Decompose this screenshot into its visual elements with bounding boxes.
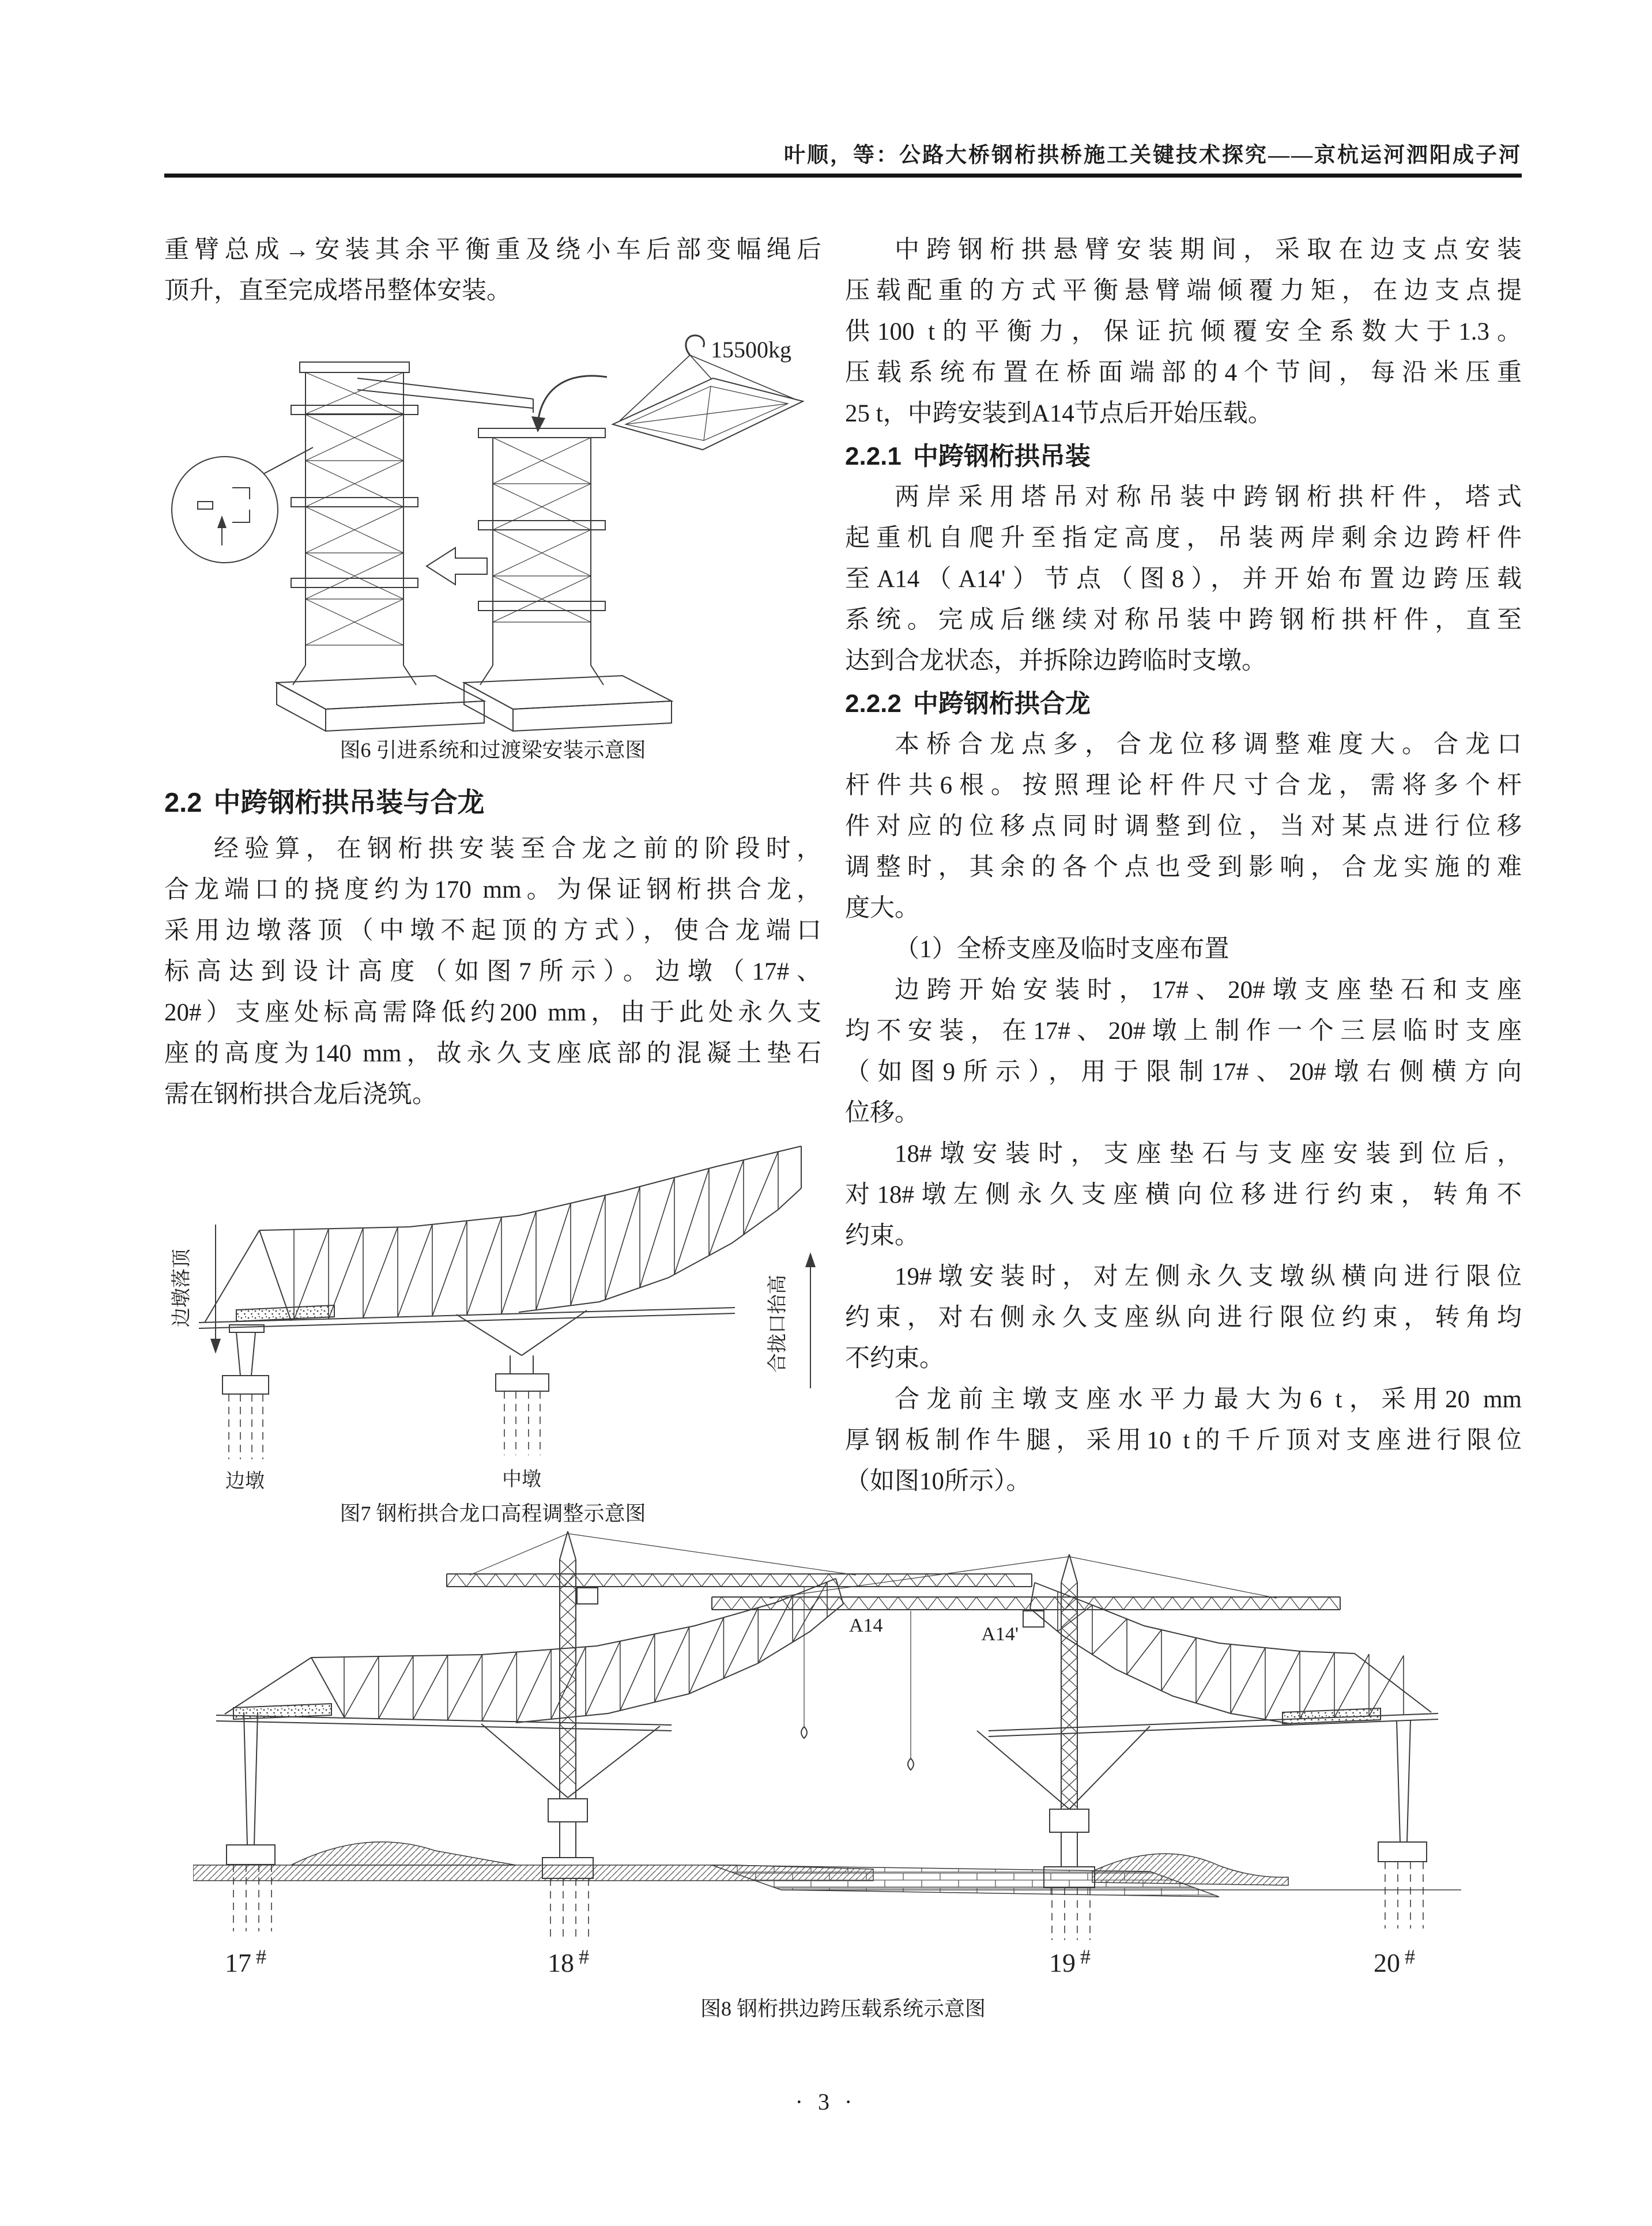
text-line: 不约束。	[845, 1345, 944, 1372]
figure-6-drawing	[164, 319, 821, 732]
text-line: 压载系统布置在桥面端部的4个节间，每沿米压重	[845, 359, 1522, 386]
text-line: 系统。完成后继续对称吊装中跨钢桁拱杆件，直至	[845, 607, 1522, 634]
text-line: 对18#墩左侧永久支座横向位移进行约束，转角不	[845, 1181, 1522, 1208]
paragraph	[845, 970, 1522, 1133]
figure-6-caption: 图6 引进系统和过渡梁安装示意图	[340, 739, 646, 762]
paragraph	[164, 828, 821, 1115]
paragraph	[845, 1133, 1522, 1256]
text-line: （1）全桥支座及临时支座布置	[895, 936, 1229, 963]
text-line: 座的高度为140 mm，故永久支座底部的混凝土垫石	[164, 1040, 821, 1067]
label-closure-raise: 合拢口抬高	[767, 1275, 789, 1373]
paragraph	[845, 724, 1522, 929]
text-line: 约束。	[845, 1222, 919, 1249]
header-rule	[164, 174, 1522, 178]
text-line: 压载配重的方式平衡悬臂端倾覆力矩，在边支点提	[845, 277, 1522, 304]
paragraph	[845, 1256, 1522, 1379]
text-line: 20#）支座处标高需降低约200 mm，由于此处永久支	[164, 999, 821, 1026]
text-line: 度大。	[845, 895, 919, 922]
figure-7-drawing	[150, 1122, 833, 1500]
text-line: 合龙端口的挠度约为170 mm。为保证钢桁拱合龙，	[164, 876, 821, 903]
label-side-pier-drop: 边墩落顶	[171, 1249, 193, 1327]
figure-8	[193, 1528, 1461, 1983]
weight-label: 15500kg	[711, 337, 791, 363]
section-heading-2-2-1	[845, 440, 1522, 473]
text-line: 25 t，中跨安装到A14节点后开始压载。	[845, 400, 1273, 427]
section-title: 中跨钢桁拱合龙	[912, 690, 1091, 718]
label-side-pier: 边墩	[225, 1471, 265, 1492]
figure-7-caption: 图7 钢桁拱合龙口高程调整示意图	[340, 1502, 646, 1525]
text-line: 重臂总成→安装其余平衡重及绕小车后部变幅绳后	[164, 236, 821, 263]
text-line: 合龙前主墩支座水平力最大为6 t，采用20 mm	[895, 1386, 1522, 1413]
text-line: 本桥合龙点多，合龙位移调整难度大。合龙口	[895, 731, 1522, 758]
pier-label-17: 17 #	[225, 1945, 266, 1978]
section-number: 2.2	[164, 787, 202, 818]
section-number: 2.2.1	[845, 442, 902, 470]
section-heading-2-2-2	[845, 687, 1522, 721]
text-line: （如图9所示），用于限制17#、20#墩右侧横方向	[845, 1059, 1522, 1086]
section-heading-2-2	[164, 786, 821, 819]
section-title: 中跨钢桁拱吊装	[912, 442, 1091, 470]
running-header: 叶顺，等：公路大桥钢桁拱桥施工关键技术探究——京杭运河泗阳成子河	[784, 144, 1522, 167]
section-number: 2.2.2	[845, 690, 902, 718]
text-line: 约束，对右侧永久支座纵向进行限位约束，转角均	[845, 1304, 1522, 1331]
figure-6	[164, 319, 821, 732]
paragraph	[164, 229, 821, 311]
paragraph	[845, 1379, 1522, 1502]
text-line: 杆件共6根。按照理论杆件尺寸合龙，需将多个杆	[845, 772, 1522, 799]
right-column	[845, 229, 1522, 1502]
text-line: 供100 t的平衡力，保证抗倾覆安全系数大于1.3。	[845, 318, 1522, 345]
text-line: 起重机自爬升至指定高度，吊装两岸剩余边跨杆件	[845, 525, 1522, 552]
section-title: 中跨钢桁拱吊装与合龙	[213, 787, 485, 818]
text-line: 两岸采用塔吊对称吊装中跨钢桁拱杆件，塔式	[895, 484, 1522, 511]
text-line: 达到合龙状态，并拆除边跨临时支墩。	[845, 647, 1266, 675]
text-line: 件对应的位移点同时调整到位，当对某点进行位移	[845, 813, 1522, 840]
paragraph	[845, 477, 1522, 681]
page-number: · 3 ·	[795, 2089, 857, 2115]
list-item	[845, 929, 1522, 970]
left-column	[164, 229, 821, 1526]
text-line: （如图10所示）。	[845, 1468, 1031, 1495]
text-line: 需在钢桁拱合龙后浇筑。	[164, 1081, 437, 1108]
text-line: 至A14（A14'）节点（图8），并开始布置边跨压载	[845, 566, 1522, 593]
text-line: 厚钢板制作牛腿，采用10 t的千斤顶对支座进行限位	[845, 1427, 1522, 1454]
text-line: 中跨钢桁拱悬臂安装期间，采取在边支点安装	[895, 236, 1522, 263]
text-line: 标高达到设计高度（如图7所示）。边墩（17#、	[164, 958, 821, 985]
node-label-a14-prime: A14'	[981, 1624, 1019, 1645]
paragraph	[845, 229, 1522, 434]
text-line: 均不安装，在17#、20#墩上制作一个三层临时支座	[845, 1018, 1522, 1045]
text-line: 经验算，在钢桁拱安装至合龙之前的阶段时，	[214, 835, 821, 862]
label-center-pier: 中墩	[502, 1469, 541, 1490]
text-line: 顶升，直至完成塔吊整体安装。	[164, 277, 511, 304]
figure-8-caption: 图8 钢桁拱边跨压载系统示意图	[700, 1997, 986, 2020]
figure-7	[150, 1122, 821, 1500]
pier-label-19: 19 #	[1049, 1945, 1091, 1978]
text-line: 调整时，其余的各个点也受到影响，合龙实施的难	[845, 854, 1522, 881]
pier-label-18: 18 #	[548, 1945, 589, 1978]
node-label-a14: A14	[849, 1615, 883, 1636]
text-line: 边跨开始安装时，17#、20#墩支座垫石和支座	[895, 977, 1522, 1004]
text-line: 18#墩安装时，支座垫石与支座安装到位后，	[895, 1140, 1522, 1167]
text-line: 位移。	[845, 1099, 919, 1127]
pier-label-20: 20 #	[1374, 1945, 1415, 1978]
text-line: 采用边墩落顶（中墩不起顶的方式），使合龙端口	[164, 917, 821, 944]
figure-8-drawing	[193, 1528, 1461, 1983]
text-line: 19#墩安装时，对左侧永久支墩纵横向进行限位	[895, 1263, 1522, 1290]
